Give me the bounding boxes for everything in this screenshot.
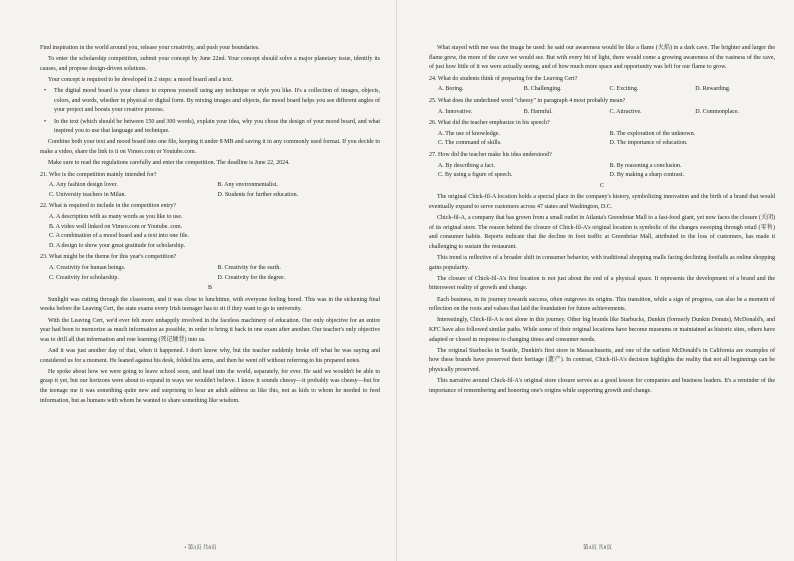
- question-24-options: [429, 85, 775, 95]
- section-heading-b: B: [207, 285, 212, 292]
- intro-paragraph: Combine both your text and mood board into one file, keeping it under 8 MB and saving it in any commonly used format. If you decide to make a video, share the link to it on Vimeo.com or Youtube.com.: [40, 139, 380, 155]
- question-27: 27. How did the teacher make his idea understood?: [429, 151, 552, 158]
- option-b: B. Any environmentalist.: [217, 182, 278, 189]
- option-d: D. The importance of education.: [609, 140, 688, 147]
- option-a: A. A description with as many words as you like to use.: [49, 214, 183, 221]
- passage-paragraph: This trend is reflective of a broader shift in consumer behavior, with traditional shopping malls facing declining footfalls as online shopping gains popularity.: [429, 255, 775, 271]
- question-21-options: [40, 181, 380, 200]
- passage-paragraph: He spoke about how we were going to leave school soon, and head into the world, separately, for ever. He said we wouldn't be able to grasp it yet, but our horizons were about to expand in ways we wouldn't believe. I know it sounds cheesy—it probably was cheesy—but for the teenage me it was something quite new and surprising to hear an adult address us like this, not as kids to whom he needed to feed information, but as humans with whom he wanted to share something like wisdom.: [40, 368, 380, 404]
- question-26-options: [429, 130, 775, 149]
- page-fold-divider: [396, 0, 397, 561]
- question-24: 24. What do students think of preparing for the Leaving Cert?: [429, 75, 578, 82]
- option-b: B. A video well linked on Vimeo.com or Youtube. com.: [49, 223, 183, 230]
- left-column: [40, 44, 380, 408]
- option-c: C. Creativity for scholarship.: [49, 274, 119, 281]
- passage-paragraph: Each business, in its journey towards success, often outgrows its origins. This transition, while a sign of progress, can also be a moment of reflection on the roots and values that laid the foundation for future achievements.: [429, 296, 775, 313]
- option-c: C. Attractive.: [609, 108, 642, 115]
- passage-paragraph: This narrative around Chick-fil-A's original store closure serves as a good lesson for companies and business leaders. It's a reminder of the importance of remembering and honoring one's origins while supporting growth and change.: [429, 378, 775, 394]
- page-footer: • 第3页 共8页: [184, 545, 217, 551]
- option-a: A. Creativity for human beings.: [49, 265, 126, 272]
- question-23-options: [40, 264, 380, 283]
- option-a: A. Boring.: [438, 86, 464, 93]
- option-c: C. University teachers in Milan.: [49, 191, 126, 198]
- option-b: B. The exploration of the unknown.: [609, 130, 696, 137]
- bullet-text: The digital mood board is your chance to express yourself using any technique or style you like. It's a collection of images, objects, colors, and words, whether in physical or digital form. By mixing images and objects, the mood board helps you see different angles of your project and boosts your creative process.: [54, 88, 380, 114]
- option-b: B. By reasoning a conclusion.: [609, 162, 682, 169]
- passage-paragraph: The closure of Chick-fil-A's first location is not just about the end of a physical space. It represents the development of a brand and the bittersweet reality of growth and change.: [429, 275, 775, 292]
- intro-paragraph: Your concept is required to be developed in 2 steps: a mood board and a text.: [48, 76, 234, 83]
- question-22-options: [40, 213, 380, 251]
- option-a: A. Any fashion design lover.: [49, 182, 118, 189]
- option-d: D. A design to show your great gratitude for scholarship.: [49, 242, 186, 249]
- question-22: 22. What is required to include in the competition entry?: [40, 203, 176, 210]
- option-d: D. Students for further education.: [217, 191, 299, 198]
- option-a: A. The use of knowledge.: [438, 130, 500, 137]
- passage-paragraph: The original Starbucks in Seattle, Dunkin's first store in Massachusetts, and one of the earliest McDonald's in California are examples of how these brands have preserved their heritage (遗产). In contrast, Chick-fil-A's decision highlights the reality that not all beginnings can be physically preserved.: [429, 347, 775, 373]
- intro-paragraph: To enter the scholarship competition, submit your concept by June 22nd. Your concept should solve a major planetary issue, identify its causes, and propose design-driven solutions.: [40, 56, 380, 72]
- option-c: C. Exciting.: [609, 86, 639, 93]
- section-heading-c: C: [599, 182, 604, 189]
- question-27-options: [429, 162, 775, 181]
- right-column: [429, 44, 775, 398]
- option-d: D. Rewarding.: [695, 86, 731, 93]
- option-a: A. By describing a fact.: [438, 162, 495, 169]
- question-25-options: [429, 108, 775, 118]
- question-23: 23. What might be the theme for this year's competition?: [40, 254, 177, 261]
- bullet-dot-icon: •: [44, 88, 47, 95]
- passage-paragraph: With the Leaving Cert, we'd ever felt more unhappily involved in the faceless machinery of education. Our only objective for an entire year had been to memorize as much information as possible, in order to bring it back in one exam after another. Our teacher's only objective was to drill all that information and rote learning (死记硬背) into us.: [40, 317, 380, 343]
- passage-paragraph: Sunlight was cutting through the classroom, and it was close to lunchtime, with everyone feeling bored. This was in the sickening final weeks before the Leaving Cert, the state exams every Irish teenager has to sit if they want to go to university.: [40, 296, 380, 313]
- intro-paragraph: Find inspiration in the world around you, release your creativity, and push your boundaries.: [40, 45, 260, 51]
- page-footer: 第4页 共8页: [583, 545, 612, 551]
- option-c: C. By using a figure of speech.: [438, 172, 513, 179]
- option-c: C. The command of skills.: [438, 140, 502, 147]
- passage-paragraph: What stayed with me was the image he used: he said our awareness would be like a flame (火焰) in a dark cave. The brighter and larger the flame grew, the more of the cave we would see. But with every bit of light, there would come a growing awareness of the vastness of the cave, of just how little of it we were actually seeing, and of how much more space and opportunity was left for our flame to grow.: [429, 45, 775, 71]
- bullet-mood-board: [40, 87, 380, 116]
- question-25: 25. What does the underlined word "cheesy" in paragraph 4 most probably mean?: [429, 97, 626, 104]
- question-21: 21. Who is the competition mainly intended for?: [40, 171, 157, 178]
- option-b: B. Challenging.: [523, 86, 562, 93]
- passage-paragraph: The original Chick-fil-A location holds a special place in the company's history, symbolizing innovation and the birth of a brand that would eventually expand to serve customers across 47 states and Washington, D.C.: [429, 194, 775, 210]
- option-d: D. Creativity for the degree.: [217, 274, 286, 281]
- option-d: D. By making a sharp contrast.: [609, 172, 684, 179]
- option-c: C. A combination of a mood board and a text into one file.: [49, 233, 189, 240]
- right-page: [405, 0, 790, 561]
- passage-paragraph: Chick-fil-A, a company that has grown from a small outlet in Atlanta's Greenbriar Mall to a fast-food giant, yet now faces the closure (关闭) of its original store. The reason behind the closure of Chick-fil-A's original location is symbolic of the changes sweeping through retail (零售) and consumer habits. Reports indicate that the decline in foot traffic at Greenbriar Mall, attributed to the loss of customers, has made it challenging to sustain the restaurant.: [429, 215, 775, 250]
- left-page: [8, 0, 393, 561]
- passage-paragraph: Interestingly, Chick-fil-A is not alone in this journey. Other big brands like Starbucks, Dunkin (formerly Dunkin Donuts), McDonald's, and KFC have also followed similar paths. While some of their original locations have become museums or maintained as historic sites, others have adapted or closed in response to changing times and consumer needs.: [429, 317, 775, 343]
- option-a: A. Innovative.: [438, 108, 473, 115]
- bullet-text: In the text (which should be between 150 and 300 words), explain your idea, why you chose the design of your mood board, and what inspired you to use that language and technique.: [54, 118, 380, 135]
- passage-paragraph: And it was just another day of that, when it happened. I don't know why, but the teacher suddenly broke off what he was saying and considered us for a moment. He leaned against his desk, folded his arms, and then he went off without referring to his prepared notes.: [40, 347, 380, 364]
- bullet-dot-icon: •: [44, 118, 47, 125]
- option-b: B. Creativity for the earth.: [217, 265, 281, 272]
- question-26: 26. What did the teacher emphasize in his speech?: [429, 120, 550, 127]
- option-b: B. Harmful.: [523, 108, 553, 115]
- option-d: D. Commonplace.: [695, 108, 740, 115]
- intro-paragraph: Make sure to read the regulations carefully and enter the competition. The deadline is June 22, 2024.: [48, 160, 290, 167]
- bullet-text-requirement: [40, 118, 380, 137]
